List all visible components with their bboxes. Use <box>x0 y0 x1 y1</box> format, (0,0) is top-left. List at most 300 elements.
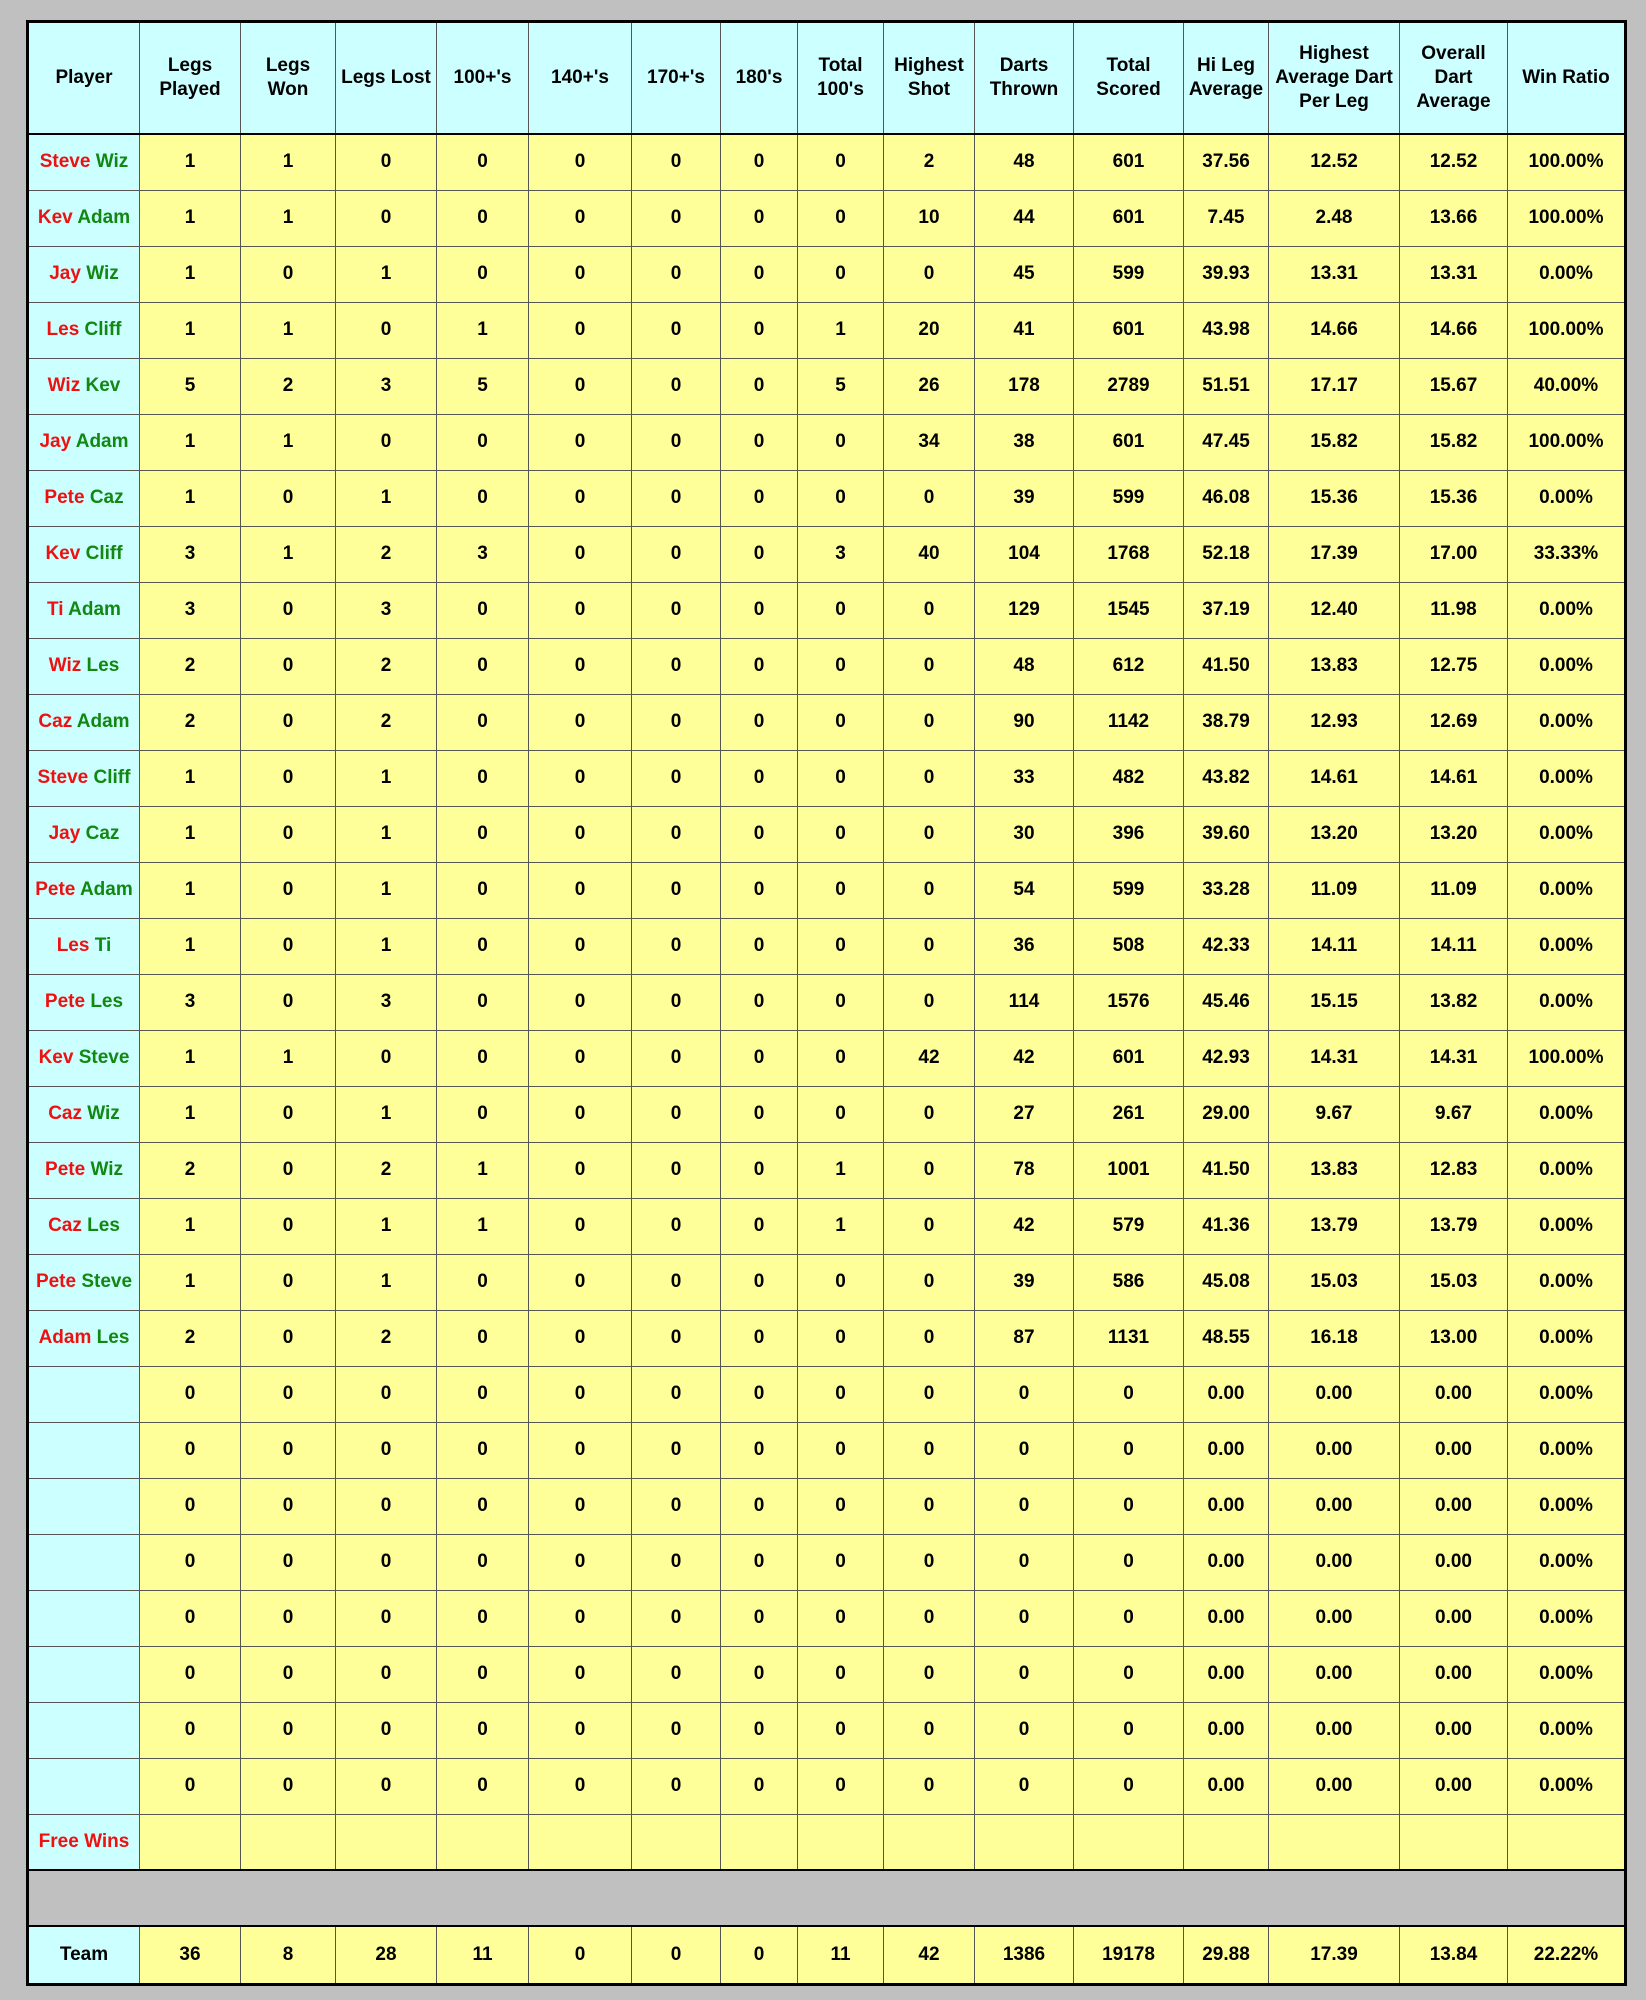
table-cell: 0.00 <box>1184 1590 1269 1646</box>
table-cell: 0 <box>721 694 798 750</box>
player-name-cell <box>28 302 140 358</box>
table-row <box>28 414 1626 470</box>
table-cell: 601 <box>1074 302 1184 358</box>
table-row <box>28 1142 1626 1198</box>
table-cell: 0 <box>632 526 721 582</box>
table-row <box>28 806 1626 862</box>
table-cell: 0 <box>798 750 884 806</box>
table-cell: 0 <box>632 1198 721 1254</box>
table-cell: 0 <box>632 246 721 302</box>
table-cell: 0 <box>529 134 632 190</box>
player-last-name: Cliff <box>85 543 123 564</box>
table-cell: 0 <box>437 750 529 806</box>
table-cell: 0.00% <box>1508 1646 1626 1702</box>
table-cell: 0 <box>529 806 632 862</box>
table-cell: 48.55 <box>1184 1310 1269 1366</box>
table-cell: 0 <box>721 358 798 414</box>
player-first-name: Steve <box>37 767 89 788</box>
player-first-name: Wiz <box>47 375 81 396</box>
table-cell: 0.00 <box>1269 1646 1400 1702</box>
table-cell: 15.67 <box>1400 358 1508 414</box>
table-cell: 1 <box>437 302 529 358</box>
col-header-darts-thrown: Darts Thrown <box>975 22 1074 135</box>
table-cell: 0 <box>529 1366 632 1422</box>
table-cell: 0.00 <box>1400 1646 1508 1702</box>
table-cell: 46.08 <box>1184 470 1269 526</box>
table-cell <box>241 1814 336 1870</box>
table-cell: 1 <box>140 750 241 806</box>
table-cell: 0 <box>437 1758 529 1814</box>
table-cell: 0 <box>721 1646 798 1702</box>
table-cell: 0 <box>437 1254 529 1310</box>
table-cell: 0 <box>721 582 798 638</box>
table-cell: 0 <box>336 1534 437 1590</box>
player-name-cell <box>28 1422 140 1478</box>
player-name-cell <box>28 470 140 526</box>
col-header-170-plus: 170+'s <box>632 22 721 135</box>
table-cell: 30 <box>975 806 1074 862</box>
table-cell: 0 <box>336 1702 437 1758</box>
player-last-name: Les <box>96 1327 130 1348</box>
table-cell: 54 <box>975 862 1074 918</box>
table-cell: 0 <box>437 1534 529 1590</box>
table-cell: 0 <box>798 470 884 526</box>
player-name-cell <box>28 358 140 414</box>
table-cell: 0 <box>798 638 884 694</box>
table-cell: 15.82 <box>1269 414 1400 470</box>
player-last-name: Wiz <box>87 1103 120 1124</box>
table-cell: 2.48 <box>1269 190 1400 246</box>
table-cell: 40.00% <box>1508 358 1626 414</box>
table-cell: 0 <box>437 1422 529 1478</box>
table-row <box>28 1254 1626 1310</box>
table-cell: 0 <box>437 414 529 470</box>
table-cell: 0 <box>975 1422 1074 1478</box>
table-cell: 0 <box>798 1086 884 1142</box>
table-cell: 2789 <box>1074 358 1184 414</box>
table-body <box>28 134 1626 1985</box>
table-cell: 0 <box>529 638 632 694</box>
table-cell: 0 <box>529 526 632 582</box>
table-cell: 14.61 <box>1400 750 1508 806</box>
team-total-cell: 1386 <box>975 1926 1074 1985</box>
table-cell: 1545 <box>1074 582 1184 638</box>
table-cell: 0 <box>798 1422 884 1478</box>
table-cell: 2 <box>336 1310 437 1366</box>
table-cell: 29.00 <box>1184 1086 1269 1142</box>
table-cell <box>1074 1814 1184 1870</box>
table-cell: 0.00 <box>1400 1534 1508 1590</box>
table-cell <box>1400 1814 1508 1870</box>
table-cell: 1 <box>140 1030 241 1086</box>
table-cell: 0.00% <box>1508 1366 1626 1422</box>
table-cell: 41.36 <box>1184 1198 1269 1254</box>
table-cell: 1 <box>241 302 336 358</box>
table-cell: 0 <box>632 918 721 974</box>
table-cell: 2 <box>336 638 437 694</box>
table-cell: 0 <box>241 918 336 974</box>
table-cell: 0 <box>721 918 798 974</box>
team-total-cell: 36 <box>140 1926 241 1985</box>
table-cell: 0 <box>884 246 975 302</box>
table-cell: 0.00% <box>1508 1254 1626 1310</box>
table-cell: 0 <box>721 1142 798 1198</box>
table-cell: 100.00% <box>1508 414 1626 470</box>
table-cell: 178 <box>975 358 1074 414</box>
table-cell: 1131 <box>1074 1310 1184 1366</box>
table-row <box>28 1198 1626 1254</box>
table-row <box>28 694 1626 750</box>
team-total-cell: 0 <box>529 1926 632 1985</box>
table-cell: 0 <box>632 1086 721 1142</box>
table-cell: 0 <box>529 1590 632 1646</box>
table-cell: 0 <box>721 1086 798 1142</box>
table-cell: 0 <box>884 1590 975 1646</box>
header-row <box>28 22 1626 135</box>
table-cell: 34 <box>884 414 975 470</box>
table-cell: 0.00 <box>1269 1758 1400 1814</box>
table-cell: 0 <box>884 1310 975 1366</box>
table-cell: 0.00 <box>1184 1366 1269 1422</box>
table-cell: 612 <box>1074 638 1184 694</box>
table-cell: 13.31 <box>1400 246 1508 302</box>
table-cell: 601 <box>1074 134 1184 190</box>
table-cell: 0 <box>1074 1590 1184 1646</box>
table-cell: 45 <box>975 246 1074 302</box>
table-cell: 0 <box>529 582 632 638</box>
table-cell: 0 <box>1074 1646 1184 1702</box>
table-cell: 1 <box>336 862 437 918</box>
player-name-cell <box>28 582 140 638</box>
table-cell: 1 <box>140 414 241 470</box>
table-cell: 1768 <box>1074 526 1184 582</box>
table-cell: 0 <box>632 358 721 414</box>
table-row <box>28 1030 1626 1086</box>
table-cell: 0.00% <box>1508 1086 1626 1142</box>
table-cell: 0 <box>721 1198 798 1254</box>
table-cell: 0.00% <box>1508 974 1626 1030</box>
table-cell: 0 <box>798 582 884 638</box>
player-first-name: Jay <box>49 263 81 284</box>
table-cell: 0 <box>437 638 529 694</box>
table-cell: 0 <box>529 358 632 414</box>
table-cell: 0.00 <box>1400 1422 1508 1478</box>
table-cell: 0 <box>632 1030 721 1086</box>
table-cell: 0 <box>721 526 798 582</box>
table-cell: 0 <box>798 1758 884 1814</box>
table-cell: 1 <box>336 1086 437 1142</box>
table-cell: 0 <box>529 694 632 750</box>
team-label: Team <box>28 1926 140 1985</box>
table-cell: 0 <box>437 1646 529 1702</box>
table-cell: 13.00 <box>1400 1310 1508 1366</box>
table-cell: 0 <box>529 246 632 302</box>
table-cell: 0 <box>798 806 884 862</box>
team-total-cell: 0 <box>721 1926 798 1985</box>
table-cell: 0.00 <box>1184 1758 1269 1814</box>
table-cell: 0 <box>798 1310 884 1366</box>
table-cell: 0 <box>721 1478 798 1534</box>
table-cell: 0.00% <box>1508 1478 1626 1534</box>
table-cell <box>1184 1814 1269 1870</box>
table-cell: 0 <box>721 1422 798 1478</box>
table-cell: 0 <box>798 1030 884 1086</box>
table-cell: 0 <box>336 302 437 358</box>
table-cell: 601 <box>1074 190 1184 246</box>
team-total-cell: 0 <box>632 1926 721 1985</box>
table-cell: 0 <box>241 1254 336 1310</box>
table-cell: 11.09 <box>1269 862 1400 918</box>
table-cell: 0 <box>241 1534 336 1590</box>
table-cell: 1 <box>241 134 336 190</box>
table-cell: 13.83 <box>1269 638 1400 694</box>
table-cell: 0 <box>1074 1478 1184 1534</box>
table-row <box>28 302 1626 358</box>
table-cell: 0 <box>241 1478 336 1534</box>
player-last-name: Caz <box>85 823 120 844</box>
table-cell: 0.00% <box>1508 862 1626 918</box>
col-header-legs-won: Legs Won <box>241 22 336 135</box>
table-cell: 0 <box>884 1366 975 1422</box>
table-cell: 1 <box>437 1142 529 1198</box>
table-cell: 0 <box>884 1142 975 1198</box>
table-cell: 0 <box>632 1366 721 1422</box>
table-cell: 0 <box>529 1086 632 1142</box>
table-cell: 0 <box>529 1422 632 1478</box>
table-cell: 87 <box>975 1310 1074 1366</box>
table-cell: 0.00 <box>1184 1702 1269 1758</box>
table-cell: 0 <box>884 1702 975 1758</box>
table-cell: 0 <box>975 1366 1074 1422</box>
table-cell: 0 <box>632 302 721 358</box>
table-cell: 44 <box>975 190 1074 246</box>
player-first-name: Steve <box>39 151 91 173</box>
table-cell: 45.08 <box>1184 1254 1269 1310</box>
table-cell: 0 <box>529 1478 632 1534</box>
table-cell: 0 <box>884 694 975 750</box>
player-name-cell <box>28 1198 140 1254</box>
player-name-cell <box>28 1702 140 1758</box>
table-cell <box>336 1814 437 1870</box>
table-cell: 0 <box>721 1030 798 1086</box>
table-cell: 0 <box>437 1030 529 1086</box>
table-cell: 37.19 <box>1184 582 1269 638</box>
table-cell: 12.93 <box>1269 694 1400 750</box>
player-last-name: Wiz <box>90 1159 123 1180</box>
table-cell: 0 <box>336 1422 437 1478</box>
table-cell: 0.00 <box>1184 1478 1269 1534</box>
table-cell: 0 <box>721 1534 798 1590</box>
player-last-name: Wiz <box>86 263 119 284</box>
table-cell: 0.00 <box>1269 1590 1400 1646</box>
table-cell: 0 <box>884 1254 975 1310</box>
table-cell <box>140 1814 241 1870</box>
col-header-100-plus: 100+'s <box>437 22 529 135</box>
table-cell: 0 <box>632 1422 721 1478</box>
table-cell: 1 <box>336 1254 437 1310</box>
table-cell: 39 <box>975 1254 1074 1310</box>
table-cell: 2 <box>140 694 241 750</box>
player-name-cell <box>28 1590 140 1646</box>
table-cell: 0 <box>241 246 336 302</box>
table-cell: 0 <box>336 1030 437 1086</box>
table-cell: 1 <box>437 1198 529 1254</box>
table-cell: 0 <box>529 750 632 806</box>
table-cell: 17.17 <box>1269 358 1400 414</box>
player-name-cell <box>28 918 140 974</box>
player-last-name: Adam <box>77 207 131 228</box>
player-last-name: Kev <box>85 375 121 396</box>
table-cell: 0 <box>241 750 336 806</box>
table-cell: 5 <box>798 358 884 414</box>
table-cell: 14.11 <box>1269 918 1400 974</box>
table-cell: 39 <box>975 470 1074 526</box>
player-first-name: Pete <box>45 1159 86 1180</box>
table-cell: 0.00% <box>1508 470 1626 526</box>
player-last-name: Les <box>86 655 120 676</box>
player-name-cell <box>28 1366 140 1422</box>
team-total-cell: 19178 <box>1074 1926 1184 1985</box>
col-header-total-scored: Total Scored <box>1074 22 1184 135</box>
table-cell: 0 <box>241 1142 336 1198</box>
player-last-name: Adam <box>75 431 129 452</box>
table-cell: 15.36 <box>1269 470 1400 526</box>
table-cell: 0 <box>884 638 975 694</box>
table-cell: 0 <box>1074 1702 1184 1758</box>
player-last-name: Adam <box>68 599 121 620</box>
table-cell: 0 <box>798 694 884 750</box>
table-cell: 0 <box>884 470 975 526</box>
table-cell: 0.00 <box>1400 1702 1508 1758</box>
table-cell: 0 <box>529 1702 632 1758</box>
table-cell: 0 <box>140 1702 241 1758</box>
table-cell: 0 <box>241 1590 336 1646</box>
table-cell: 0 <box>437 1702 529 1758</box>
table-row <box>28 862 1626 918</box>
table-cell: 0 <box>140 1422 241 1478</box>
table-cell: 1 <box>798 302 884 358</box>
table-cell: 45.46 <box>1184 974 1269 1030</box>
table-cell: 0 <box>632 1478 721 1534</box>
table-cell: 48 <box>975 134 1074 190</box>
table-cell: 0 <box>529 414 632 470</box>
table-cell: 0 <box>529 1310 632 1366</box>
table-cell: 0 <box>632 1254 721 1310</box>
table-cell: 0 <box>437 1310 529 1366</box>
table-cell: 1 <box>140 806 241 862</box>
table-cell: 1142 <box>1074 694 1184 750</box>
player-name-cell <box>28 414 140 470</box>
table-row <box>28 974 1626 1030</box>
table-cell: 0 <box>798 1478 884 1534</box>
table-cell: 0 <box>437 470 529 526</box>
table-cell: 0 <box>437 1478 529 1534</box>
table-cell: 90 <box>975 694 1074 750</box>
player-name-cell <box>28 862 140 918</box>
table-cell: 3 <box>437 526 529 582</box>
player-name-cell <box>28 974 140 1030</box>
player-first-name: Caz <box>48 1103 82 1124</box>
table-cell: 0.00% <box>1508 638 1626 694</box>
table-cell: 100.00% <box>1508 1030 1626 1086</box>
table-cell: 9.67 <box>1269 1086 1400 1142</box>
table-cell: 15.03 <box>1400 1254 1508 1310</box>
table-cell: 0 <box>632 1534 721 1590</box>
player-first-name: Caz <box>48 1215 82 1236</box>
player-last-name: Les <box>90 991 124 1012</box>
table-cell: 1 <box>336 246 437 302</box>
table-cell: 0 <box>529 190 632 246</box>
table-cell: 0 <box>241 1310 336 1366</box>
table-cell: 0 <box>437 582 529 638</box>
table-cell: 0 <box>1074 1534 1184 1590</box>
table-cell: 0 <box>336 190 437 246</box>
table-cell: 0 <box>529 1030 632 1086</box>
table-cell: 3 <box>140 582 241 638</box>
table-cell: 0 <box>529 302 632 358</box>
table-cell: 0 <box>241 1086 336 1142</box>
table-cell: 33.28 <box>1184 862 1269 918</box>
table-cell: 0.00% <box>1508 918 1626 974</box>
table-cell: 0.00 <box>1269 1366 1400 1422</box>
player-name-cell <box>28 526 140 582</box>
col-header-140-plus: 140+'s <box>529 22 632 135</box>
col-header-total-100s: Total 100's <box>798 22 884 135</box>
table-cell: 0 <box>632 414 721 470</box>
free-wins-label: Free Wins <box>28 1814 140 1870</box>
table-cell: 13.82 <box>1400 974 1508 1030</box>
table-cell: 2 <box>336 1142 437 1198</box>
table-cell: 0 <box>884 806 975 862</box>
table-cell: 13.79 <box>1269 1198 1400 1254</box>
player-last-name: Cliff <box>93 767 131 788</box>
table-cell: 396 <box>1074 806 1184 862</box>
table-cell: 2 <box>336 694 437 750</box>
table-cell: 41 <box>975 302 1074 358</box>
table-cell: 1 <box>241 1030 336 1086</box>
player-first-name: Jay <box>48 823 81 844</box>
table-cell: 36 <box>975 918 1074 974</box>
table-cell: 1 <box>336 750 437 806</box>
table-cell: 2 <box>140 638 241 694</box>
table-cell: 0 <box>721 414 798 470</box>
table-cell <box>632 1814 721 1870</box>
team-total-cell: 17.39 <box>1269 1926 1400 1985</box>
table-row <box>28 1534 1626 1590</box>
table-cell: 0 <box>437 974 529 1030</box>
table-cell: 2 <box>884 134 975 190</box>
table-cell: 0.00 <box>1269 1702 1400 1758</box>
table-cell: 0 <box>884 1422 975 1478</box>
table-cell: 3 <box>140 974 241 1030</box>
table-cell: 3 <box>336 358 437 414</box>
table-cell: 37.56 <box>1184 134 1269 190</box>
table-cell: 0 <box>884 582 975 638</box>
player-last-name: Cliff <box>84 319 122 340</box>
table-cell: 0.00 <box>1269 1534 1400 1590</box>
table-cell: 0.00% <box>1508 694 1626 750</box>
player-name-cell <box>28 638 140 694</box>
table-cell: 0 <box>241 806 336 862</box>
table-cell: 0 <box>975 1646 1074 1702</box>
table-row <box>28 1646 1626 1702</box>
player-first-name: Jay <box>39 431 72 452</box>
table-cell: 14.66 <box>1400 302 1508 358</box>
player-first-name: Pete <box>35 1271 77 1292</box>
table-cell: 12.52 <box>1400 134 1508 190</box>
table-cell: 129 <box>975 582 1074 638</box>
table-cell: 0 <box>798 1254 884 1310</box>
